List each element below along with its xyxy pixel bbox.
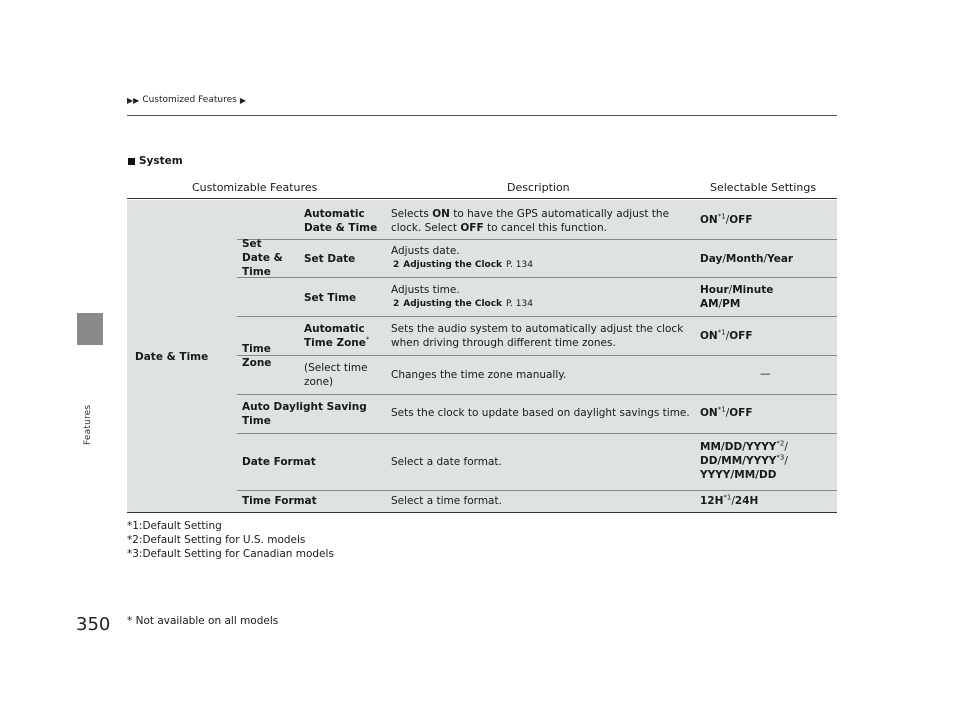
- desc-set-time: Adjusts time. 2 Adjusting the Clock P. 134: [391, 284, 533, 309]
- table-bottom-rule: [127, 512, 837, 513]
- desc-automatic-time-zone: Sets the audio system to automatically adjust the clock when driving through different time zones.: [391, 323, 684, 349]
- feature-date-format: Date Format: [242, 456, 316, 468]
- footnote: *2:Default Setting for U.S. models: [127, 534, 306, 546]
- desc-time-format: Select a time format.: [391, 495, 502, 507]
- settings-automatic-date-time: ON$^{*1}$/OFF: [700, 212, 753, 226]
- row-divider: [237, 394, 837, 395]
- breadcrumb: [127, 95, 246, 105]
- desc-auto-daylight-saving: Sets the clock to update based on daylight savings time.: [391, 407, 690, 419]
- header-description: Description: [507, 181, 570, 194]
- settings-set-time: Hour/Minute AM/PM: [700, 284, 774, 310]
- footnotes: [127, 519, 334, 561]
- section-title-text: System: [139, 155, 183, 167]
- feature-set-time: Set Time: [304, 292, 357, 304]
- section-square-icon: [128, 158, 135, 165]
- row-divider: [237, 239, 837, 240]
- settings-automatic-time-zone: ON$^{*1}$/OFF: [700, 328, 753, 342]
- settings-select-time-zone: —: [760, 368, 771, 380]
- subgroup-time-zone: Time Zone: [242, 343, 272, 369]
- desc-automatic-date-time: Selects ON to have the GPS automatically adjust the clock. Select OFF to cancel this function.: [391, 208, 670, 234]
- page-number: 350: [76, 614, 111, 635]
- header-selectable-settings: Selectable Settings: [710, 181, 817, 194]
- footnote: *1:Default Setting: [127, 520, 222, 532]
- desc-date-format: Select a date format.: [391, 456, 502, 468]
- feature-select-time-zone: (Select time zone): [304, 362, 368, 388]
- breadcrumb-arrow-icon: ▶▶: [127, 95, 140, 105]
- header-divider: [127, 115, 837, 116]
- row-divider: [237, 316, 837, 317]
- row-divider: [237, 433, 837, 434]
- settings-time-format: $12H^{*1}/24H$: [700, 493, 759, 507]
- feature-set-date: Set Date: [304, 253, 356, 265]
- table-header-divider: [127, 198, 837, 199]
- feature-time-format: Time Format: [242, 495, 317, 507]
- xref-arrow-icon: 2: [393, 260, 400, 270]
- breadcrumb-arrow-icon: ▶: [239, 95, 246, 105]
- feature-automatic-date-time: Automatic Date & Time: [304, 208, 378, 234]
- breadcrumb-item[interactable]: Customized Features: [142, 95, 237, 105]
- feature-auto-daylight-saving: Auto Daylight Saving Time: [242, 401, 367, 427]
- header-customizable-features: Customizable Features: [192, 181, 318, 194]
- desc-select-time-zone: Changes the time zone manually.: [391, 369, 567, 381]
- chapter-tab-marker: [77, 313, 103, 345]
- group-date-time: Date & Time: [135, 351, 209, 363]
- xref-adjusting-clock-time[interactable]: 2 Adjusting the Clock P. 134: [393, 299, 533, 309]
- feature-automatic-time-zone: Automatic Time Zone*: [304, 323, 370, 349]
- desc-set-date: Adjusts date. 2 Adjusting the Clock P. 134: [391, 245, 533, 270]
- row-divider: [237, 355, 837, 356]
- chapter-label: Features: [83, 404, 93, 445]
- availability-note: * Not available on all models: [127, 615, 279, 627]
- xref-arrow-icon: 2: [393, 299, 400, 309]
- footnote: *3:Default Setting for Canadian models: [127, 548, 334, 560]
- xref-adjusting-clock-date[interactable]: 2 Adjusting the Clock P. 134: [393, 260, 533, 270]
- settings-date-format: MM/DD/YYYY$^{*2}$/ DD/MM/YYYY$^{*3}$/ YYYY/MM/DD: [700, 439, 788, 481]
- section-title: [128, 155, 183, 167]
- settings-auto-daylight-saving: ON$^{*1}$/OFF: [700, 405, 753, 419]
- row-divider: [237, 277, 837, 278]
- subgroup-set-date-time: Set Date & Time: [242, 238, 283, 278]
- settings-set-date: Day/Month/Year: [700, 253, 794, 265]
- row-divider: [237, 490, 837, 491]
